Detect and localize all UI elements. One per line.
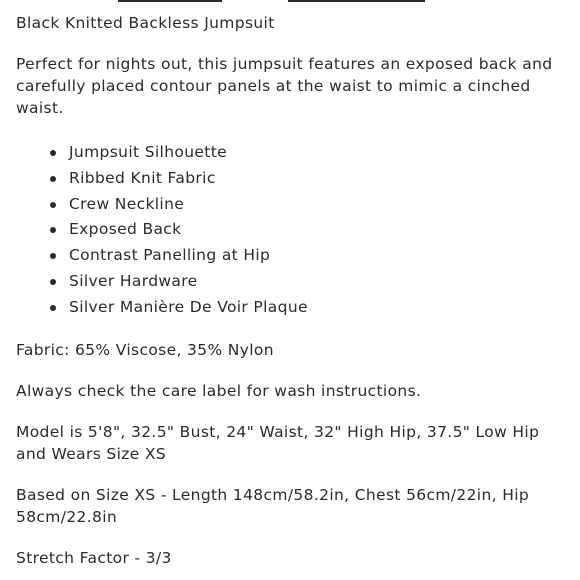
- list-item: [16, 295, 564, 321]
- tab-underline-right: [288, 0, 425, 2]
- size-measurements: Based on Size XS - Length 148cm/58.2in, Chest 56cm/22in, Hip 58cm/22.8in: [16, 485, 530, 526]
- feature-text: Crew Neckline: [69, 194, 185, 213]
- tab-underline-left: [118, 0, 222, 2]
- bullet-icon: [50, 279, 56, 285]
- care-instructions: Always check the care label for wash instructions.: [16, 381, 422, 400]
- tab-underlines: [0, 0, 580, 4]
- feature-text: Silver Hardware: [69, 271, 198, 290]
- product-title: Black Knitted Backless Jumpsuit: [16, 14, 275, 32]
- bullet-icon: [50, 253, 56, 259]
- feature-list: [16, 140, 564, 321]
- feature-text: Exposed Back: [69, 220, 182, 239]
- bullet-icon: [50, 150, 56, 156]
- list-item: [16, 269, 564, 295]
- list-item: [16, 217, 564, 243]
- list-item: [16, 166, 564, 192]
- product-details: [16, 12, 564, 569]
- bullet-icon: [50, 227, 56, 233]
- feature-text: Contrast Panelling at Hip: [69, 246, 271, 265]
- list-item: [16, 243, 564, 269]
- bullet-icon: [50, 305, 56, 311]
- feature-text: Jumpsuit Silhouette: [69, 143, 228, 161]
- list-item: [16, 192, 564, 218]
- stretch-factor: Stretch Factor - 3/3: [16, 548, 172, 567]
- bullet-icon: [50, 202, 56, 208]
- bullet-icon: [50, 176, 56, 182]
- model-info: Model is 5'8", 32.5" Bust, 24" Waist, 32" High Hip, 37.5" Low Hip and Wears Size XS: [16, 422, 540, 463]
- list-item: [16, 140, 564, 166]
- feature-text: Ribbed Knit Fabric: [69, 168, 216, 187]
- fabric-composition: Fabric: 65% Viscose, 35% Nylon: [16, 340, 274, 359]
- product-description: Perfect for nights out, this jumpsuit features an exposed back and carefully placed contour panels at the waist to mimic a cinched waist.: [16, 55, 553, 117]
- feature-text: Silver Manière De Voir Plaque: [69, 297, 308, 316]
